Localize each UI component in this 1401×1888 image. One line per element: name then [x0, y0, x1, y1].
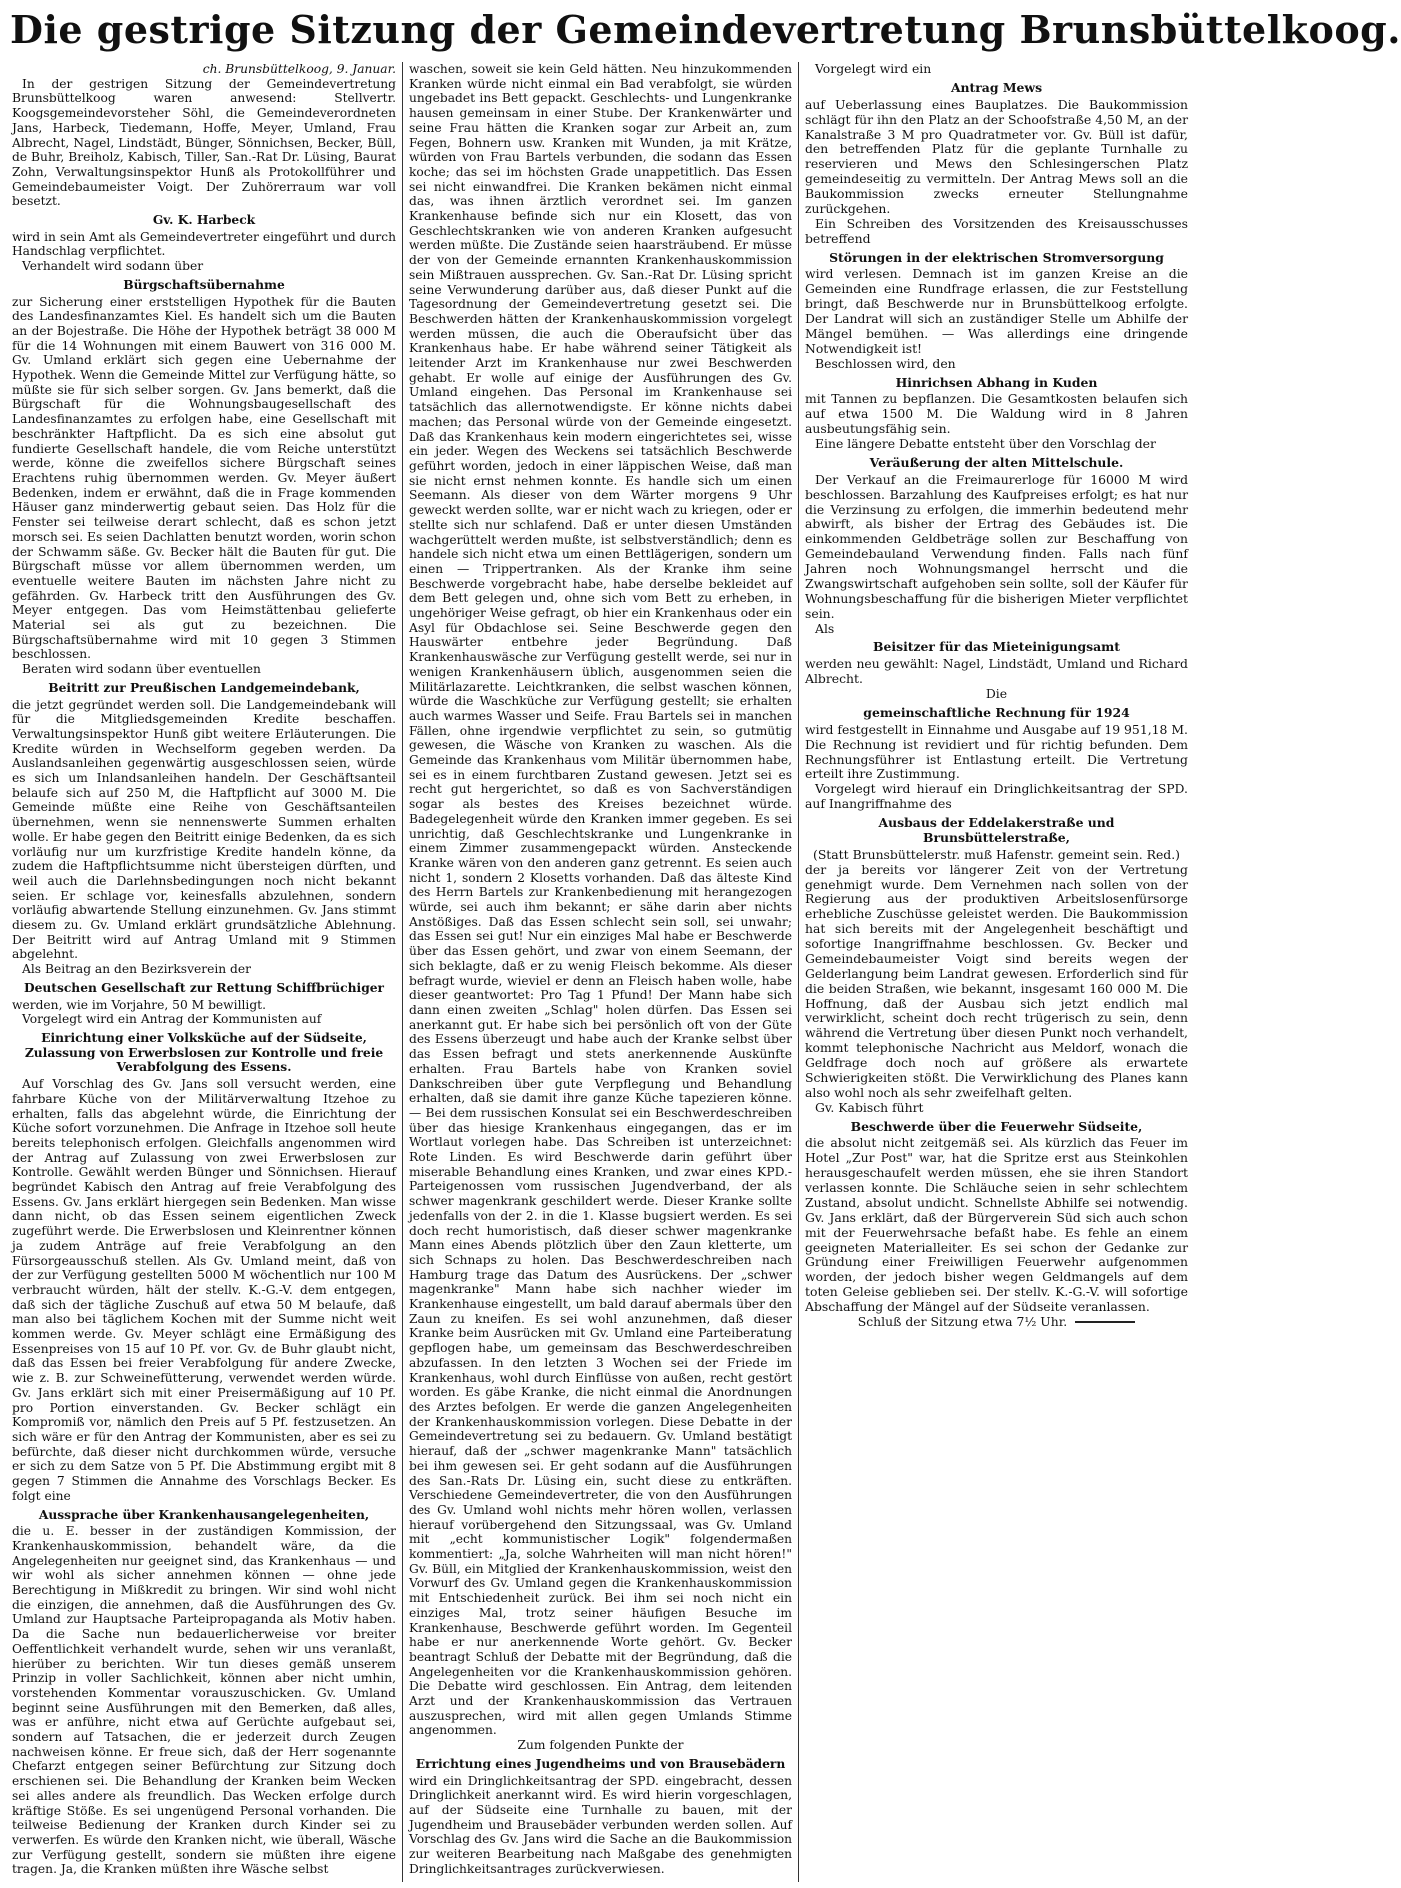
paragraph: Vorgelegt wird ein — [815, 61, 932, 76]
section-heading: Veräußerung der alten Mittelschule. — [869, 454, 1124, 470]
paragraph: wird verlesen. Demnach ist im ganzen Kreise an die Gemeinden eine Rundfrage erlassen, die zur Feststellung bringt, daß Beschwerde nur in Brunsbüttelkoog erfolgte. Der Landrat will sich an zuständiger Stelle um Abhilfe der Mängel bemühen. — Was allerdings eine dringende Notwendigkeit ist! — [805, 266, 1188, 356]
paragraph: wird festgestellt in Einnahme und Ausgabe auf 19 951,18 M. Die Rechnung ist revidiert und für richtig befunden. Dem Rechnungsführer ist Entlastung erteilt. Die Vertretung erteilt ihre Zustimmung. — [805, 721, 1188, 782]
paragraph: Beschlossen wird, den — [815, 355, 956, 371]
paragraph: Vorgelegt wird hierauf ein Dringlichkeitsantrag der SPD. auf Inangriffnahme des — [805, 781, 1188, 812]
lead-in: Zum folgenden Punkte der — [517, 1738, 684, 1753]
paragraph: Der Verkauf an die Freimaurerloge für 16000 M wird beschlossen. Barzahlung des Kaufpreises erfolgt; es hat nur die Verzinsung zu erfolgen, die immerhin bedeutend mehr abwirft, als bisher der Ertrag des Gebäudes ist. Die einkommenden Geldbeträge sollen zur Beschaffung von Gemeindebauland Verwendung finden. Falls nach fünf Jahren noch Wohnungsmangel herrscht und die Zwangswirtschaft aufgehoben sein sollte, soll der Käufer für Wohnungsbeschaffung für die bisherigen Mieter verpflichtet sein. — [805, 471, 1188, 621]
lead-in: Die — [985, 686, 1008, 701]
paragraph: die absolut nicht zeitgemäß sei. Als kürzlich das Feuer im Hotel „Zur Post" war, hat die Spritze erst aus Steinkohlen herausgeschaufelt werden müssen, ehe sie ihren Standort verlassen konnte. Die Schläuche seien in sehr schlechtem Zustand, absolut undicht. Schnellste Abhilfe sei notwendig. Gv. Jans erklärt, daß der Bürgerverein Süd sich auch schon mit der Feuerwehrsache befaßt habe. Es fehle an einem geeigneten Materialleiter. Es sei schon der Gedanke zur Gründung einer Freiwilligen Feuerwehr aufgenommen worden, der jedoch bisher wegen Geldmangels auf dem toten Geleise geblieben sei. Der stellv. K.-G.-V. will sofortige Abschaffung der Mängel auf der Südseite veranlassen. — [805, 1135, 1188, 1314]
closing-line — [805, 1315, 1188, 1330]
section-heading: Errichtung eines Jugendheims und von Brausebädern — [415, 1755, 786, 1771]
paragraph: wird ein Dringlichkeitsantrag der SPD. eingebracht, dessen Dringlichkeit anerkannt wird. Es wird hierin vorgeschlagen, auf der Südseite eine Turnhalle zu bauen, mit der Jugendheim und Brausebäder verbunden werden sollen. Auf Vorschlag des Gv. Jans wird die Sache an die Baukommission zur weiteren Bearbeitung nach Maßgabe des genehmigten Dringlichkeitsantrages zurückverwiesen. — [409, 1773, 792, 1876]
section-heading: Bürgschaftsübernahme — [123, 276, 285, 292]
paragraph: wird in sein Amt als Gemeindevertreter eingeführt und durch Handschlag verpflichtet. — [12, 229, 396, 259]
paragraph: Gv. Kabisch führt — [815, 1099, 924, 1115]
paragraph: auf Ueberlassung eines Bauplatzes. Die Baukommission schlägt für ihn den Platz an der Schoofstraße 4,50 M, an der Kanalstraße 3 M pro Quadratmeter vor. Gv. Büll ist dafür, den betreffenden Platz für die geplante Turnhalle zu reservieren und Mews den Schlesingerschen Platz gemeindeseitig zu vermitteln. Der Antrag Mews soll an die Baukommission zwecks erneuter Stellungnahme zurückgehen. — [805, 96, 1188, 216]
headline: Die gestrige Sitzung der Gemeindevertretung Brunsbüttelkoog. — [10, 7, 1401, 52]
paragraph: Auf Vorschlag des Gv. Jans soll versucht werden, eine fahrbare Küche von der Militärverwaltung Itzehoe zu erhalten, falls das abgelehnt würde, die Einrichtung der Küche sofort vorzunehmen. Die Anfrage in Itzehoe soll heute bereits telephonisch erfolgen. Gleichfalls angenommen wird der Antrag auf Zulassung von zwei Erwerbslosen zur Kontrolle. Gewählt werden Bünger und Sönnichsen. Hierauf begründet Kabisch den Antrag auf freie Verabfolgung des Essens. Gv. Jans erklärt hiergegen sein Bedenken. Man wisse dann nicht, ob das Essen seinem eigentlichen Zweck zugeführt werde. Die Erwerbslosen und Kleinrentner können ja zudem Anträge auf freie Verabfolgung an den Fürsorgeausschuß stellen. Als Gv. Umland meint, daß von der zur Verfügung gestellten 5000 M wöchentlich nur 100 M verbraucht würden, hält der stellv. K.-G.-V. dem entgegen, daß sich der tägliche Zuschuß auf etwa 50 M belaufe, daß man also bei täglichem Kochen mit der Summe nicht weit kommen werde. Gv. Meyer schlägt eine Ermäßigung des Essenpreises von 15 auf 10 Pf. vor. Gv. de Buhr glaubt nicht, daß das Essen bei freier Verabfolgung für andere Zwecke, wie z. B. zur Schweinefütterung, verwendet werden würde. Gv. Jans erklärt sich mit einer Preisermäßigung auf 10 Pf. pro Portion einverstanden. Gv. Becker schlägt ein Kompromiß vor, nämlich den Preis auf 5 Pf. festzusetzen. An sich wäre er für den Antrag der Kommunisten, aber es sei zu befürchte, daß dieser nicht durchkommen würde, versuche er sich zu dem Satze von 5 Pf. Die Abstimmung ergibt mit 8 gegen 7 Stimmen die Annahme des Vorschlags Becker. Es folgt eine — [12, 1077, 396, 1503]
paragraph: Verhandelt wird sodann über — [22, 259, 204, 274]
paragraph: Beraten wird sodann über eventuellen — [22, 662, 261, 677]
column-3 — [798, 62, 1194, 1882]
paragraph: die jetzt gegründet werden soll. Die Landgemeindebank will für die Mitgliedsgemeinden Kredite beschaffen. Verwaltungsinspektor Hunß gibt weitere Erläuterungen. Die Kredite würden in Wechselform gegeben werden. Da Auslandsanleihen gegenwärtig ausgeschlossen seien, würde es sich um Inlandsanleihen handeln. Der Geschäftsanteil belaufe sich auf 250 M, die Haftpflicht auf 3000 M. Die Gemeinde müßte eine Reihe von Geschäftsanteilen übernehmen, wenn sie nennenswerte Summen erhalten wolle. Er habe gegen den Beitritt einige Bedenken, da es sich vorläufig nur um kurzfristige Kredite handeln könne, da zudem die Haftpflichtsumme nicht übersteigen dürften, und weil auch die Darlehnsbedingungen noch nicht bekannt seien. Er schlage vor, keinesfalls abzulehnen, sondern vorläufig abwartende Stellung einzunehmen. Gv. Jans stimmt diesem zu. Gv. Umland erklärt grundsätzliche Ablehnung. Der Beitritt wird auf Antrag Umland mit 9 Stimmen abgelehnt. — [12, 697, 397, 962]
section-heading: Ausbaus der Eddelakerstraße und Brunsbüttelerstraße, — [878, 815, 1115, 845]
section-heading: Störungen in der elektrischen Stromversorgung — [829, 249, 1164, 265]
column-1 — [6, 62, 402, 1882]
lead-in: (Statt Brunsbüttelerstr. muß Hafenstr. gemeint sein. Red.) — [812, 846, 1181, 862]
paragraph: Eine längere Debatte entsteht über den Vorschlag der — [815, 436, 1156, 451]
section-heading: Antrag Mews — [950, 79, 1043, 95]
paragraph: Als Beitrag an den Bezirksverein der — [22, 962, 252, 977]
dateline: ch. Brunsbüttelkoog, 9. Januar. — [202, 62, 396, 76]
section-heading: Beisitzer für das Mieteinigungsamt — [873, 639, 1120, 655]
section-heading: Beitritt zur Preußischen Landgemeindebank, — [48, 679, 360, 695]
section-heading: Deutschen Gesellschaft zur Rettung Schiffbrüchiger — [23, 979, 385, 995]
closing-text: Schluß der Sitzung etwa 7½ Uhr. — [857, 1313, 1068, 1329]
end-rule — [1075, 1321, 1135, 1323]
paragraph: Ein Schreiben des Vorsitzenden des Kreisausschusses betreffend — [805, 215, 1188, 246]
section-heading: Beschwerde über die Feuerwehr Südseite, — [850, 1118, 1143, 1134]
column-2 — [402, 62, 798, 1882]
paragraph: In der gestrigen Sitzung der Gemeindevertretung Brunsbüttelkoog waren anwesend: Stellvertr. Koogsgemeindevorsteher Söhl, die Gemeindeverordneten Jans, Harbeck, Tiedemann, Hoffe, Meyer, Umland, Frau Albrecht, Nagel, Lindstädt, Bünger, Sönnichsen, Becker, Büll, de Buhr, Breiholz, Kabisch, Tiller, San.-Rat Dr. Lüsing, Baurat Zohn, Verwaltungsinspektor Hunß als Protokollführer und Gemeindebaumeister Voigt. Der Zuhörerraum war voll besetzt. — [12, 76, 396, 209]
section-heading: gemeinschaftliche Rechnung für 1924 — [863, 704, 1130, 720]
paragraph: werden neu gewählt: Nagel, Lindstädt, Umland und Richard Albrecht. — [805, 656, 1188, 687]
paragraph: waschen, soweit sie kein Geld hätten. Neu hinzukommenden Kranken würde nicht einmal ein Bad verabfolgt, sie würden ungebadet ins Bett gepackt. Geschlechts- und Lungenkranke hausen gemeinsam in einer Stube. Der Krankenwärter und seine Frau hätten die Kranken sogar zur Arbeit an, zum Fegen, Bohnern usw. Kranken mit Wunden, ja mit Krätze, würden von Frau Bartels verbunden, die sodann das Essen koche; das sei im höchsten Grade unappetitlich. Das Essen sei nicht einwandfrei. Die Kranken bekämen nicht einmal das, was ihnen ärztlich verordnet sei. Im ganzen Krankenhause befinde sich nur ein Klosett, das von Geschlechtskranken wie von anderen Kranken aufgesucht werden müßte. Die Zustände seien haarsträubend. Er müsse der von der Gemeinde ernannten Krankenhauskommission sein Mißtrauen aussprechen. Gv. San.-Rat Dr. Lüsing spricht seine Verwunderung darüber aus, daß dieser Punkt auf die Tagesordnung der Gemeindevertretung gesetzt sei. Die Beschwerden hätten der Krankenhauskommission vorgelegt werden müssen, die auch die Oberaufsicht über das Krankenhaus habe. Er habe während seiner Tätigkeit als leitender Arzt im Krankenhause nur zwei Beschwerden gehabt. Er wolle auf einige der Ausführungen des Gv. Umland eingehen. Das Personal im Krankenhause sei tatsächlich das allernotwendigste. Er könne nichts dabei machen; das Personal würde von der Gemeinde eingesetzt. Daß das Krankenhaus kein modern eingerichtetes sei, wisse ein jeder. Wegen des Weckens sei tatsächlich Beschwerde geführt worden, jedoch in einer läppischen Weise, daß man sie nicht ernst nehmen konnte. Es handle sich um einen Seemann. Als dieser von dem Wärter morgens 9 Uhr geweckt werden sollte, war er nicht wach zu kriegen, oder er stellte sich nur schlafend. Daß er unter diesen Umständen wachgerüttelt werden mußte, ist selbstverständlich; denn es handele sich nicht etwa um einen Bettlägerigen, sondern um einen — Trippertranken. Als der Kranke ihm seine Beschwerde vorgebracht habe, habe derselbe bekleidet auf dem Bett gelegen und, ohne sich vom Bett zu erheben, in ungehöriger Weise gefragt, ob hier ein Krankenhaus oder ein Asyl für Obdachlose sei. Seine Beschwerde gegen den Hauswärter entbehre jeder Begründung. Daß Krankenhauswäsche zur Verfügung gestellt werde, sei nur in wenigen Krankenhäusern üblich, ausgenommen seien die Militärlazarette. Leichtkranken, die selbst waschen können, würde die Waschküche zur Verfügung gestellt; sie erhalten auch warmes Wasser und Seife. Frau Bartels sei in manchen Fällen, ohne irgendwie verpflichtet zu sein, so gutmütig gewesen, die Wäsche von Kranken zu waschen. Als die Gemeinde das Krankenhaus vom Militär übernommen habe, sei es in einem furchtbaren Zustand gewesen. Jetzt sei es recht gut hergerichtet, so daß es von Sachverständigen sogar als bestes des Kreises bezeichnet würde. Badegelegenheit würde den Kranken immer gegeben. Es sei unrichtig, daß Geschlechtskranke und Lungenkranke in einem Zimmer zusammengepackt würden. Ansteckende Kranke wären von den anderen ganz getrennt. Es seien auch nicht 1, sondern 2 Klosetts vorhanden. Daß das älteste Kind des Herrn Bartels zur Krankenbedienung mit herangezogen würde, sei auch ihm bekannt; er sähe darin aber nichts Anstößiges. Daß das Essen schlecht sein soll, sei unwahr; das Essen sei gut! Nur ein einziges Mal habe er Beschwerde über das Essen gehört, und zwar von einem Seemann, der sich beklagte, daß er zu wenig Fleisch bekomme. Als dieser befragt wurde, wieviel er denn an Fleisch haben wolle, habe dieser geantwortet: Pro Tag 1 Pfund! Der Mann habe sich dann einen zweiten „Schlag" holen dürfen. Das Essen sei anerkannt gut. Er habe sich bei persönlich oft von der Güte des Essens überzeugt und habe auch der Kranke selbst über das Essen befragt und stets anerkennende Auskünfte erhalten. Frau Bartels habe von Kranken soviel Dankschreiben über gute Verpflegung und Behandlung erhalten, daß sie damit ihre ganze Küche tapezieren könne. — Bei dem russischen Konsulat sei ein Beschwerdeschreiben über das hiesige Krankenhaus eingegangen, das er im Wortlaut vorlegen habe. Das Schreiben ist unterzeichnet: Rote Linden. Es wird Beschwerde darin geführt über miserable Behandlung eines Kranken, und zwar eines KPD.-Parteigenossen vom russischen Jugendverband, der als schwer magenkrank geschildert werde. Dieser Kranke sollte jedenfalls von der 2. in die 1. Klasse bugsiert werden. Es sei doch recht humoristisch, daß dieser schwer magenkranke Mann eines Abends plötzlich über den Zaun kletterte, um sich Schnaps zu holen. Das Beschwerdeschreiben nach Hamburg trage das Datum des Ausrückens. Der „schwer magenkranke" Mann habe sich nachher wieder im Krankenhause eingestellt, um bald darauf abermals über den Zaun zu kneifen. Es sei wohl anzunehmen, daß dieser Kranke beim Ausrücken mit Gv. Umland eine Parteiberatung gepflogen habe, um gemeinsam das Beschwerdeschreiben abzufassen. In den letzten 3 Wochen sei der Friede im Krankenhaus, wohl durch Einflüsse von außen, recht gestört worden. Es gäbe Kranke, die nicht einmal die Anordnungen des Arztes befolgen. Er werde die ganzen Angelegenheiten der Krankenhauskommission vorlegen. Diese Debatte in der Gemeindevertretung sei zu bedauern. Gv. Umland bestätigt hierauf, daß der „schwer magenkranke Mann" tatsächlich bei ihm gewesen sei. Er geht sodann auf die Ausführungen des San.-Rats Dr. Lüsing ein, sucht diese zu entkräften. Verschiedene Gemeindevertreter, die von den Ausführungen des Gv. Umland wohl nichts mehr hören wollen, verlassen hierauf vorübergehend den Sitzungssaal, was Gv. Umland mit „echt kommunistischer Logik" folgendermaßen kommentiert: „Ja, solche Wahrheiten will man nicht hören!" Gv. Büll, ein Mitglied der Krankenhauskommission, weist den Vorwurf des Gv. Umland gegen die Krankenhauskommission mit Entschiedenheit zurück. Bei ihm sei noch nicht ein einziges Mal, trotz seiner häufigen Besuche im Krankenhause, Beschwerde geführt worden. Im Gegenteil habe er nur anerkennende Worte gehört. Gv. Becker beantragt Schluß der Debatte mit der Begründung, daß die Angelegenheiten vor die Krankenhauskommission gehören. Die Debatte wird geschlossen. Ein Antrag, dem leitenden Arzt und der Krankenhauskommission das Vertrauen auszusprechen, wird mit allen gegen Umlands Stimme angenommen. — [409, 62, 792, 1738]
paragraph: der ja bereits vor längerer Zeit von der Vertretung genehmigt wurde. Dem Vernehmen nach sollen von der Regierung aus der produktiven Arbeitslosenfürsorge erhebliche Zuschüsse geleistet werden. Die Baukommission hat sich bereits mit der Angelegenheit beschäftigt und sofortige Inangriffnahme beschlossen. Gv. Becker und Gemeindebaumeister Voigt sind bereits wegen der Gelderlangung beim Landrat gewesen. Erforderlich sind für die beiden Straßen, wie bekannt, insgesamt 160 000 M. Die Hoffnung, daß der Ausbau sich jetzt endlich mal verwirklicht, scheint doch recht trügerisch zu sein, denn während die Vertretung über diesen Punkt noch verhandelt, kommt telephonische Nachricht aus Meldorf, wonach die Geldfrage doch noch auf größere als erwartete Schwierigkeiten stößt. Die Verwirklichung des Planes kann also wohl noch als sehr zweifelhaft gelten. — [805, 861, 1188, 1100]
section-heading: Aussprache über Krankenhausangelegenheiten, — [38, 1506, 370, 1522]
paragraph: die u. E. besser in der zuständigen Kommission, der Krankenhauskommission, behandelt wäre, da die Angelegenheiten nur geeignet sind, das Krankenhaus — und wir wohl als sicher annehmen können — ohne jede Berechtigung in Mißkredit zu bringen. Wir sind wohl nicht die einzigen, die annehmen, daß die Ausführungen des Gv. Umland zur Hauptsache Parteipropaganda als Motiv haben. Da die Sache nun bedauerlicherweise vor breiter Oeffentlichkeit verhandelt wurde, sehen wir uns veranlaßt, hierüber zu berichten. Wir tun dieses gemäß unserem Prinzip in voller Sachlichkeit, können aber nicht umhin, vorstehenden Kommentar vorauszuschicken. Gv. Umland beginnt seine Ausführungen mit den Bemerken, daß alles, was er anführe, nicht etwa auf Gerüchte aufgebaut sei, sondern auf Tatsachen, die er jederzeit durch Zeugen nachweisen könne. Er freue sich, daß der Herr sogenannte Chefarzt entgegen seiner Befürchtung zur Sitzung doch erschienen sei. Die Behandlung der Kranken beim Wecken sei alles andere als freundlich. Das Wecken erfolge durch kräftige Stöße. Es sei ungenügend Personal vorhanden. Die teilweise Bedienung der Kranken durch Kinder sei zu verwerfen. Es würde den Kranken nicht, wie überall, Wäsche zur Verfügung gestellt, sondern sie müßten ihre eigene tragen. Ja, die Kranken müßten ihre Wäsche selbst — [12, 1524, 396, 1877]
paragraph: mit Tannen zu bepflanzen. Die Gesamtkosten belaufen sich auf etwa 1500 M. Die Waldung wird in 8 Jahren ausbeutungsfähig sein. — [805, 391, 1188, 437]
section-heading: Gv. K. Harbeck — [152, 212, 256, 228]
paragraph: Vorgelegt wird ein Antrag der Kommunisten auf — [22, 1012, 322, 1027]
section-heading: Hinrichsen Abhang in Kuden — [895, 374, 1098, 390]
paragraph: werden, wie im Vorjahre, 50 M bewilligt. — [12, 997, 266, 1012]
article-columns — [6, 62, 1194, 1882]
paragraph: zur Sicherung einer erststelligen Hypothek für die Bauten des Landesfinanzamtes Kiel. Es handelt sich um die Bauten an der Bojestraße. Die Höhe der Hypothek beträgt 38 000 M für die 14 Wohnungen mit einem Bauwert von 316 000 M. Gv. Umland erklärt sich gegen eine Uebernahme der Hypothek. Wenn die Gemeinde Mittel zur Verfügung hätte, so müßte sie für sich selber sorgen. Gv. Jans bemerkt, daß die Bürgschaft für die Wohnungsbaugesellschaft des Landesfinanzamtes zu erfolgen habe, eine Gesellschaft mit beschränkter Haftpflicht. Da es sich eine absolut gut fundierte Gesellschaft handele, die vom Reiche unterstützt werde, könne die zweifellos sichere Bürgschaft seines Erachtens ruhig übernommen werden. Gv. Meyer äußert Bedenken, indem er erwähnt, daß die in Frage kommenden Häuser ganz minderwertig gebaut seien. Das Holz für die Fenster sei teilweise derart schlecht, daß es schon jetzt morsch sei. Es seien Dachlatten benutzt worden, worin schon der Schwamm säße. Gv. Becker hält die Bauten für gut. Die Bürgschaft müsse vor allem übernommen werden, um eventuelle weitere Bauten im nächsten Jahre nicht zu gefährden. Gv. Harbeck tritt den Ausführungen des Gv. Meyer entgegen. Das vom Heimstättenbau gelieferte Material sei als gut zu bezeichnen. Die Bürgschaftsübernahme wird mit 10 gegen 3 Stimmen beschlossen. — [12, 294, 397, 662]
paragraph: Als — [815, 620, 835, 636]
section-heading: Einrichtung einer Volksküche auf der Südseite, Zulassung von Erwerbslosen zur Kontrolle und freie Verabfolgung des Essens. — [24, 1030, 384, 1075]
